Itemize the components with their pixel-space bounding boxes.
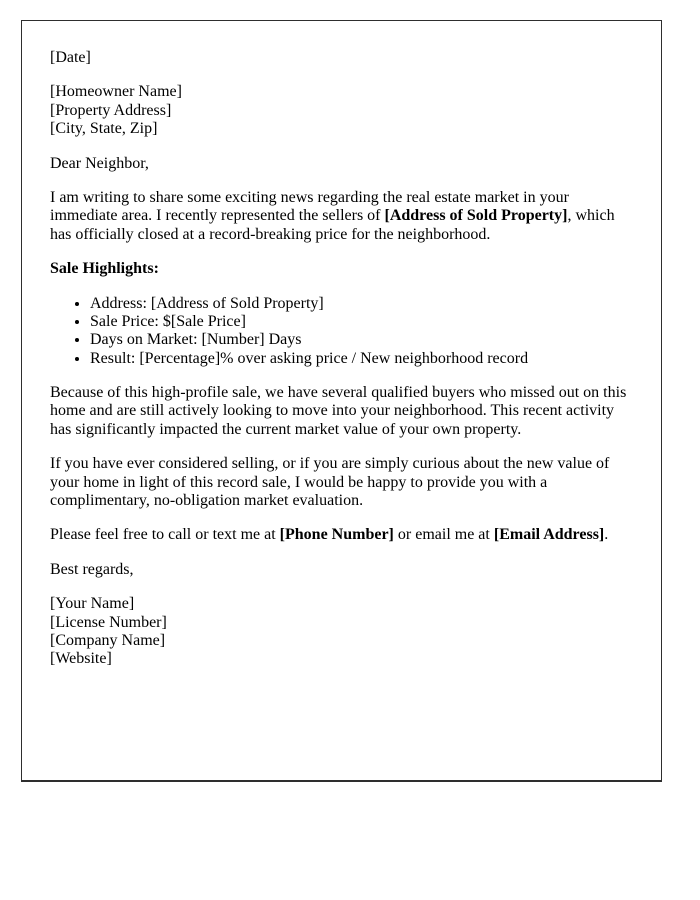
- email-address-placeholder: [Email Address]: [493, 526, 605, 544]
- signature-company-name: [Company Name]: [50, 631, 166, 649]
- contact-text-after-email: .: [604, 526, 609, 544]
- letter-page: [21, 20, 662, 782]
- phone-number-placeholder: [Phone Number]: [279, 526, 394, 544]
- intro-text-before: I am writing to share some exciting news regarding the real estate market in your immediate area. I recently represented the sellers of: [50, 188, 569, 225]
- highlight-sale-price: • Sale Price: $[Sale Price]: [90, 313, 633, 331]
- highlight-result: • Result: [Percentage]% over asking price / New neighborhood record: [90, 350, 633, 368]
- sold-property-placeholder: [Address of Sold Property]: [384, 207, 568, 225]
- sale-highlights-list: [50, 295, 633, 369]
- signature-your-name: [Your Name]: [50, 595, 135, 613]
- recipient-city-state-zip: [City, State, Zip]: [50, 120, 158, 138]
- offer-paragraph: If you have ever considered selling, or if you are simply curious about the new value of your home in light of this record sale, I would be happy to provide you with a complimentary, no-obligation market evaluation.: [50, 455, 610, 510]
- highlight-address: • Address: [Address of Sold Property]: [90, 295, 633, 313]
- buyers-paragraph: Because of this high-profile sale, we have several qualified buyers who missed out on this home and are still actively looking to move into your neighborhood. This recent activity has significantly impacted the current market value of your own property.: [50, 384, 627, 438]
- recipient-block: [50, 83, 633, 138]
- closing-line: Best regards,: [50, 560, 134, 578]
- recipient-name: [Homeowner Name]: [50, 83, 182, 101]
- signature-license-number: [License Number]: [50, 613, 167, 631]
- contact-paragraph: [50, 526, 633, 544]
- intro-text-after: , which has officially closed at a record-breaking price for the neighborhood.: [50, 207, 615, 243]
- contact-text-before-phone: Please feel free to call or text me at: [50, 526, 280, 544]
- signature-block: [50, 595, 633, 669]
- recipient-property-address: [Property Address]: [50, 101, 172, 119]
- date-line: [Date]: [50, 49, 91, 66]
- intro-paragraph: [50, 189, 633, 244]
- highlight-days-on-market: • Days on Market: [Number] Days: [90, 331, 633, 349]
- signature-website: [Website]: [50, 650, 112, 668]
- contact-text-between: or email me at: [393, 526, 494, 544]
- sale-highlights-heading: Sale Highlights:: [50, 260, 159, 278]
- salutation: Dear Neighbor,: [50, 154, 149, 172]
